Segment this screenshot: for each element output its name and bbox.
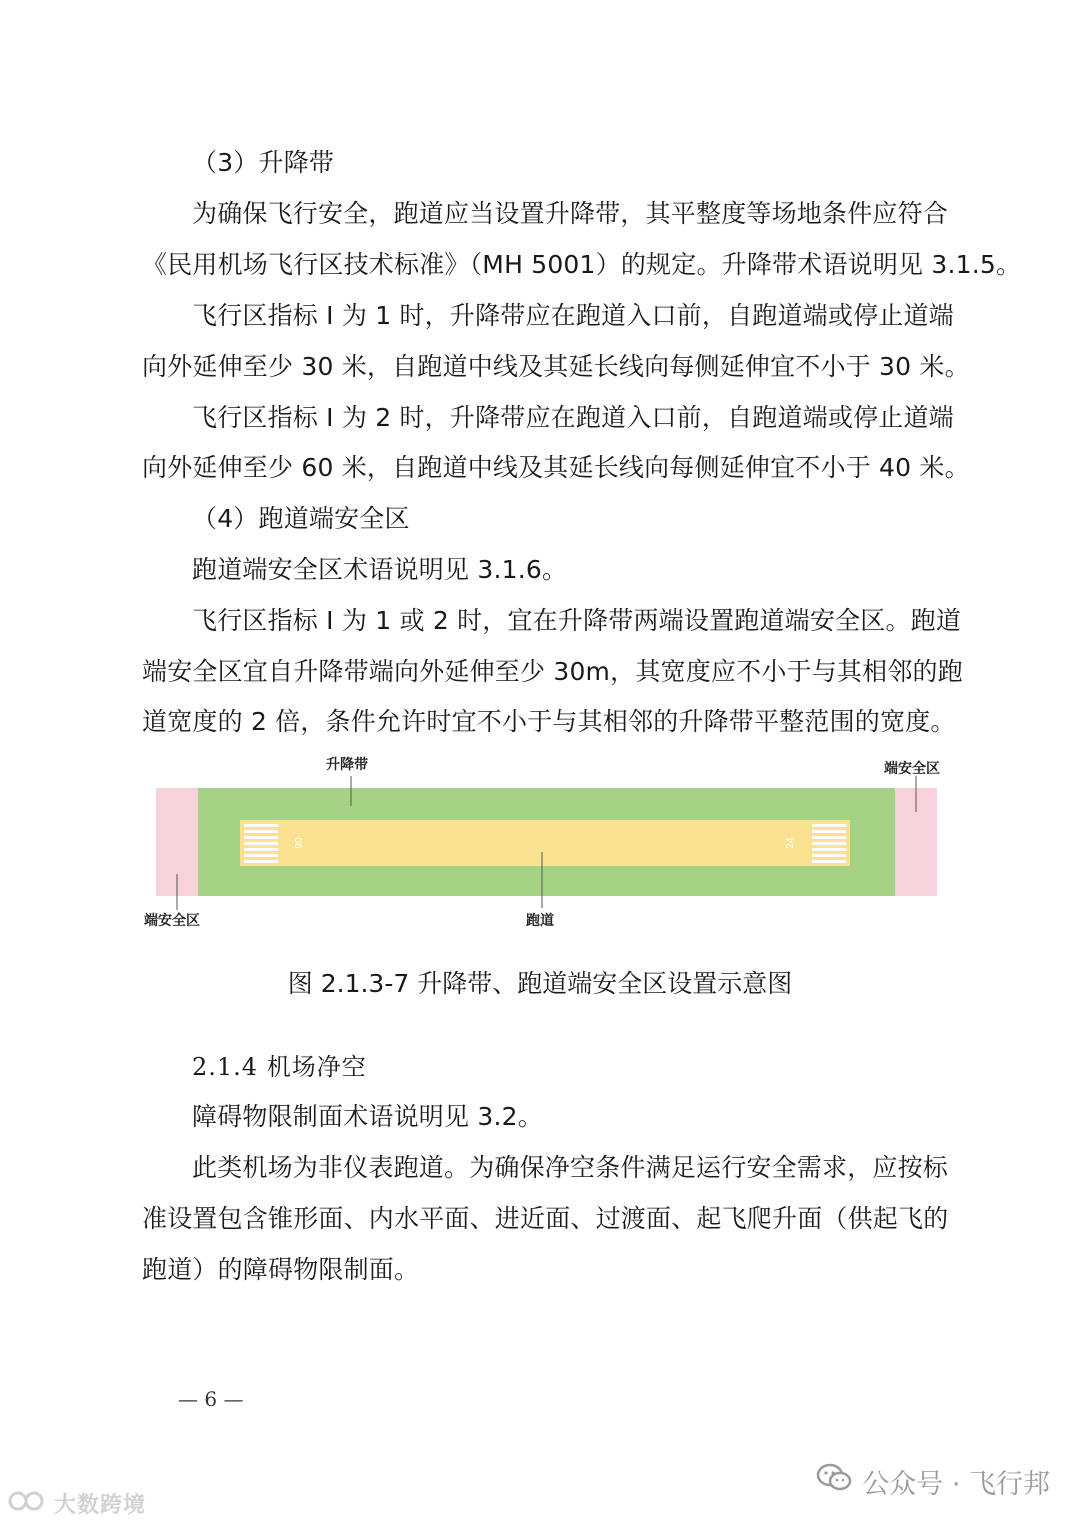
runway-number-right: 24 bbox=[785, 837, 796, 849]
watermark-logo-icon bbox=[8, 1489, 48, 1519]
paragraph-line: 飞行区指标 I 为 2 时，升降带应在跑道入口前，自跑道端或停止道端 bbox=[192, 403, 954, 432]
paragraph-line: 向外延伸至少 60 米，自跑道中线及其延长线向每侧延伸宜不小于 40 米。 bbox=[142, 453, 970, 482]
paragraph-line: 向外延伸至少 30 米，自跑道中线及其延长线向每侧延伸宜不小于 30 米。 bbox=[142, 352, 970, 381]
watermark-right-text: 公众号 · 飞行邦 bbox=[862, 1469, 1050, 1500]
runway-strip-diagram bbox=[140, 750, 940, 935]
paragraph-line: 《民用机场飞行区技术标准》（MH 5001）的规定。升降带术语说明见 3.1.5。 bbox=[142, 250, 1022, 279]
paragraph-line: 此类机场为非仪表跑道。为确保净空条件满足运行安全需求，应按标 bbox=[192, 1153, 949, 1182]
paragraph-line: 飞行区指标 I 为 1 或 2 时，宜在升降带两端设置跑道端安全区。跑道 bbox=[192, 606, 962, 635]
figure-caption: 图 2.1.3-7 升降带、跑道端安全区设置示意图 bbox=[287, 969, 793, 998]
page-number: — 6 — bbox=[178, 1387, 244, 1411]
subheading-resa: （4）跑道端安全区 bbox=[192, 504, 410, 533]
diagram-svg bbox=[140, 750, 940, 935]
subheading-runway-strip: （3）升降带 bbox=[192, 148, 335, 177]
label-runway: 跑道 bbox=[526, 913, 554, 929]
paragraph-line: 飞行区指标 I 为 1 时，升降带应在跑道入口前，自跑道端或停止道端 bbox=[192, 301, 954, 330]
watermark-right bbox=[816, 1462, 1050, 1501]
wechat-icon bbox=[816, 1462, 852, 1501]
watermark-left-text: 大数跨境 bbox=[54, 1493, 147, 1518]
paragraph-line: 道宽度的 2 倍，条件允许时宜不小于与其相邻的升降带平整范围的宽度。 bbox=[142, 707, 956, 736]
section-heading: 2.1.4 机场净空 bbox=[192, 1053, 367, 1081]
label-resa-left: 端安全区 bbox=[144, 913, 200, 929]
watermark-left bbox=[8, 1488, 146, 1519]
runway-number-left: 06 bbox=[292, 837, 303, 849]
runway-area bbox=[240, 820, 850, 866]
paragraph-line: 准设置包含锥形面、内水平面、进近面、过渡面、起飞爬升面（供起飞的 bbox=[142, 1204, 949, 1233]
label-runway-strip: 升降带 bbox=[326, 757, 368, 773]
paragraph-line: 跑道）的障碍物限制面。 bbox=[142, 1255, 420, 1284]
paragraph-line: 跑道端安全区术语说明见 3.1.6。 bbox=[192, 555, 568, 584]
paragraph-line: 障碍物限制面术语说明见 3.2。 bbox=[192, 1102, 543, 1131]
paragraph-line: 为确保飞行安全，跑道应当设置升降带，其平整度等场地条件应符合 bbox=[192, 199, 949, 228]
paragraph-line: 端安全区宜自升降带端向外延伸至少 30m，其宽度应不小于与其相邻的跑 bbox=[142, 657, 963, 686]
label-resa-right: 端安全区 bbox=[884, 761, 940, 777]
